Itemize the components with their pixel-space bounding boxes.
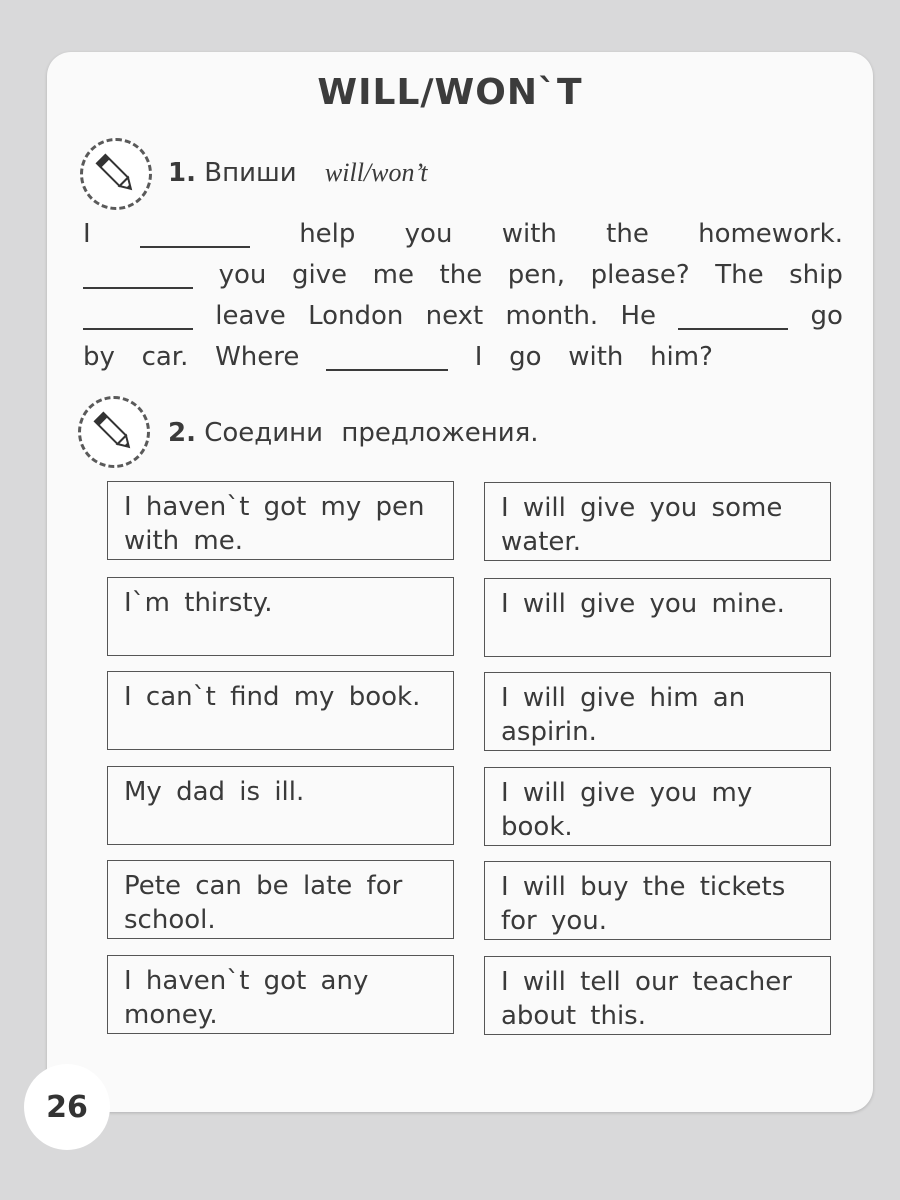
match-right-3[interactable]: I will give him an aspirin. (484, 672, 831, 751)
word: you (218, 260, 267, 290)
word: the (439, 260, 483, 290)
match-right-2[interactable]: I will give you mine. (484, 578, 831, 657)
word: Where (215, 342, 300, 372)
match-right-6[interactable]: I will tell our teacher about this. (484, 956, 831, 1035)
answer-blank[interactable] (326, 343, 448, 371)
word: leave (215, 301, 286, 331)
match-left-3[interactable]: I can`t find my book. (107, 671, 454, 750)
task1-heading (168, 158, 428, 188)
word: next (425, 301, 484, 331)
word: month. (505, 301, 599, 331)
task1-line-1 (83, 214, 843, 254)
task1-number: 1. (168, 158, 196, 188)
word: you (404, 219, 453, 249)
word: I (474, 342, 483, 372)
task1-hint: will/won’t (324, 158, 428, 187)
match-left-5[interactable]: Pete can be late for school. (107, 860, 454, 939)
word: ship (789, 260, 843, 290)
task1-line-4 (83, 337, 713, 377)
word: London (308, 301, 404, 331)
task2-heading (168, 418, 539, 448)
word: go (810, 301, 843, 331)
match-left-2[interactable]: I`m thirsty. (107, 577, 454, 656)
word: help (299, 219, 356, 249)
answer-blank[interactable] (83, 302, 193, 330)
word: please? (590, 260, 690, 290)
task1-line-2 (83, 255, 843, 295)
task1-instruction: Впиши (204, 158, 297, 188)
match-right-1[interactable]: I will give you some water. (484, 482, 831, 561)
pencil-icon (78, 396, 150, 468)
match-left-4[interactable]: My dad is ill. (107, 766, 454, 845)
word: go (509, 342, 542, 372)
word: by (83, 342, 115, 372)
page-number: 26 (24, 1064, 110, 1150)
word: the (606, 219, 649, 249)
word: car. (141, 342, 189, 372)
page-title: WILL/WON`T (317, 72, 583, 113)
task1-line-3 (83, 296, 843, 336)
answer-blank[interactable] (140, 220, 250, 248)
word: with (501, 219, 557, 249)
match-right-5[interactable]: I will buy the tickets for you. (484, 861, 831, 940)
answer-blank[interactable] (678, 302, 788, 330)
word: me (372, 260, 414, 290)
match-left-1[interactable]: I haven`t got my pen with me. (107, 481, 454, 560)
word: him? (650, 342, 713, 372)
word: The (715, 260, 764, 290)
word: homework. (698, 219, 843, 249)
task2-number: 2. (168, 418, 196, 448)
pencil-icon (80, 138, 152, 210)
match-right-4[interactable]: I will give you my book. (484, 767, 831, 846)
task2-instruction: Соедини предложения. (204, 418, 539, 448)
match-left-6[interactable]: I haven`t got any money. (107, 955, 454, 1034)
word: I (83, 219, 91, 249)
word: pen, (507, 260, 566, 290)
word: give (291, 260, 348, 290)
word: He (620, 301, 656, 331)
word: with (568, 342, 624, 372)
answer-blank[interactable] (83, 261, 193, 289)
